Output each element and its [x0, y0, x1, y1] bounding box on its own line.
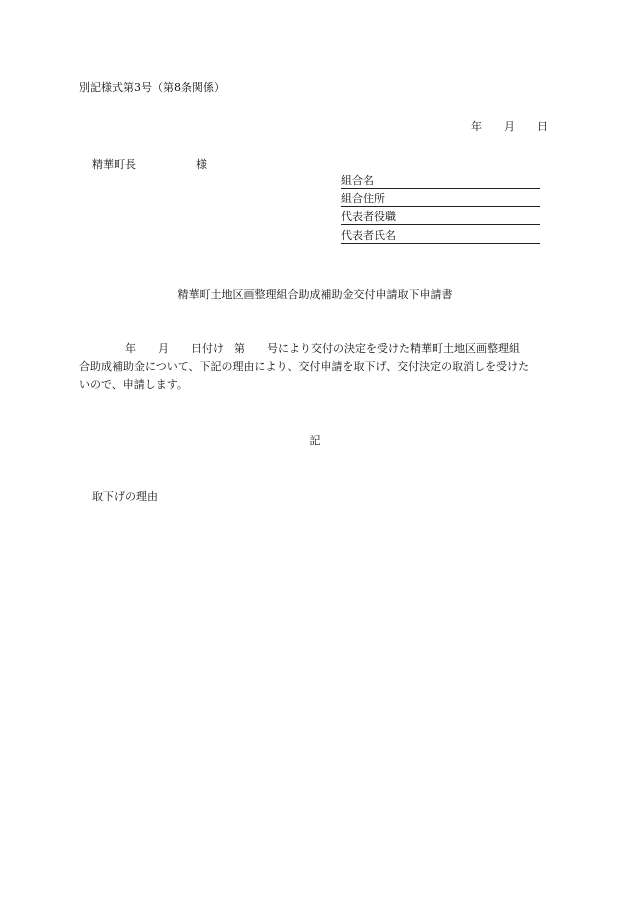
- body-year: 年: [125, 342, 136, 355]
- body-line-2: 合助成補助金について、下記の理由により、交付申請を取下げ、交付決定の取消しを受けた: [79, 360, 530, 373]
- addressee-name: 精華町長: [92, 158, 136, 171]
- rep-name-label: 代表者氏名: [341, 229, 396, 242]
- reason-label: 取下げの理由: [92, 490, 158, 503]
- date-day-label: 日: [537, 120, 548, 133]
- org-address-label: 組合住所: [341, 192, 385, 205]
- body-paragraph: [79, 340, 553, 394]
- body-dated: 日付け: [191, 342, 224, 355]
- body-number-prefix: 第: [234, 342, 245, 355]
- org-name-field[interactable]: [341, 174, 540, 189]
- addressee-honorific: 様: [196, 158, 207, 171]
- document-title: 精華町土地区画整理組合助成補助金交付申請取下申請書: [177, 288, 453, 301]
- date-year-label: 年: [471, 120, 482, 133]
- org-name-label: 組合名: [341, 174, 374, 187]
- rep-title-label: 代表者役職: [341, 210, 396, 223]
- ki-heading: 記: [309, 434, 321, 447]
- org-address-field[interactable]: [341, 192, 540, 207]
- body-line1-rest: 号により交付の決定を受けた精華町土地区画整理組: [267, 342, 520, 355]
- body-month: 月: [158, 342, 169, 355]
- rep-name-field[interactable]: [341, 229, 540, 244]
- body-line-1: [79, 340, 553, 358]
- addressee: [92, 158, 207, 172]
- form-number: 別記様式第3号（第8条関係）: [79, 81, 225, 94]
- rep-title-field[interactable]: [341, 210, 540, 225]
- date-month-label: 月: [504, 120, 515, 133]
- date-line: [471, 120, 548, 134]
- body-line-3: いので、申請します。: [79, 378, 188, 391]
